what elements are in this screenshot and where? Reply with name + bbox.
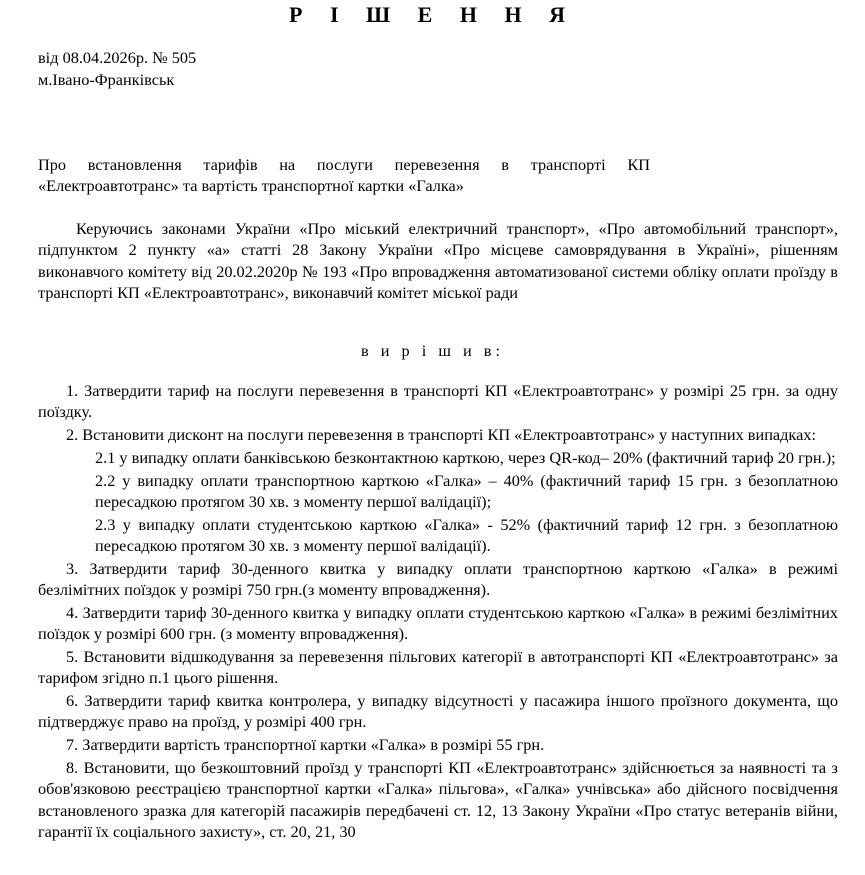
item-2-1: 2.1 у випадку оплати банківською безконтактною карткою, через QR-код– 20% (фактичний тариф 20 грн.);	[95, 447, 836, 467]
decided-heading: в и р і ш и в:	[361, 341, 504, 360]
city: м.Івано-Франківськ	[38, 70, 175, 89]
item-8: 8. Встановити, що безкоштовний проїзд у транспорті КП «Електроавтотранс» здійснюється за наявності та з обов'язковою реєстрацією транспортної картки «Галка» пільгова», «Галка» учнівська» або дійсного посвідчення встановленого зразка для категорій пасажирів передбачені ст. 12, 13 Закону України «Про статус ветеранів війни, гарантії їх соціального захисту», ст. 20, 21, 30	[38, 758, 838, 841]
preamble: Керуючись законами України «Про міський електричний транспорт», «Про автомобільний транспорт», підпунктом 2 пункту «а» статті 28 Закону України «Про місцеве самоврядування в Україні», рішенням виконавчого комітету від 20.02.2020р № 193 «Про впровадження автоматизованої системи обліку оплати проїзду в транспорті КП «Електроавтотранс», виконавчий комітет міської ради	[38, 219, 838, 302]
decision-subject: Про встановлення тарифів на послуги перевезення в транспорті КП «Електроавтотранс» та вартість транспортної картки «Галка»	[38, 155, 650, 196]
date-and-number: від 08.04.2026р. № 505	[38, 48, 197, 67]
item-6: 6. Затвердити тариф квитка контролера, у випадку відсутності у пасажира іншого проїзного документа, що підтверджує право на проїзд, у розмірі 400 грн.	[38, 691, 838, 732]
item-1: 1. Затвердити тариф на послуги перевезення в транспорті КП «Електроавтотранс» у розмірі 25 грн. за одну поїздку.	[38, 381, 838, 422]
item-2-3: 2.3 у випадку оплати студентською карткою «Галка» - 52% (фактичний тариф 12 грн. з безоплатною пересадкою протягом 30 хв. з моменту першої валідації).	[95, 514, 838, 556]
item-2-2: 2.2 у випадку оплати транспортною карткою «Галка» – 40% (фактичний тариф 15 грн. з безоплатною пересадкою протягом 30 хв. з моменту першої валідації);	[95, 470, 838, 511]
document-meta	[38, 47, 538, 91]
decision-items	[38, 380, 838, 844]
item-7: 7. Затвердити вартість транспортної картки «Галка» в розмірі 55 грн.	[66, 735, 545, 755]
item-2: 2. Встановити дисконт на послуги перевезення в транспорті КП «Електроавтотранс» у наступних випадках:	[66, 425, 816, 445]
item-5: 5. Встановити відшкодування за перевезення пільгових категорії в автотранспорті КП «Електроавтотранс» за тарифом згідно п.1 цього рішення.	[38, 647, 838, 688]
item-3: 3. Затвердити тариф 30-денного квитка у випадку оплати транспортною карткою «Галка» в режимі безлімітних поїздок у розмірі 750 грн.(з моменту впровадження).	[38, 558, 838, 600]
item-4: 4. Затвердити тариф 30-денного квитка у випадку оплати студентською карткою «Галка» в режимі безлімітних поїздок у розмірі 600 грн. (з моменту впровадження).	[38, 602, 838, 644]
document-title: Р І Ш Е Н Н Я	[289, 2, 576, 27]
